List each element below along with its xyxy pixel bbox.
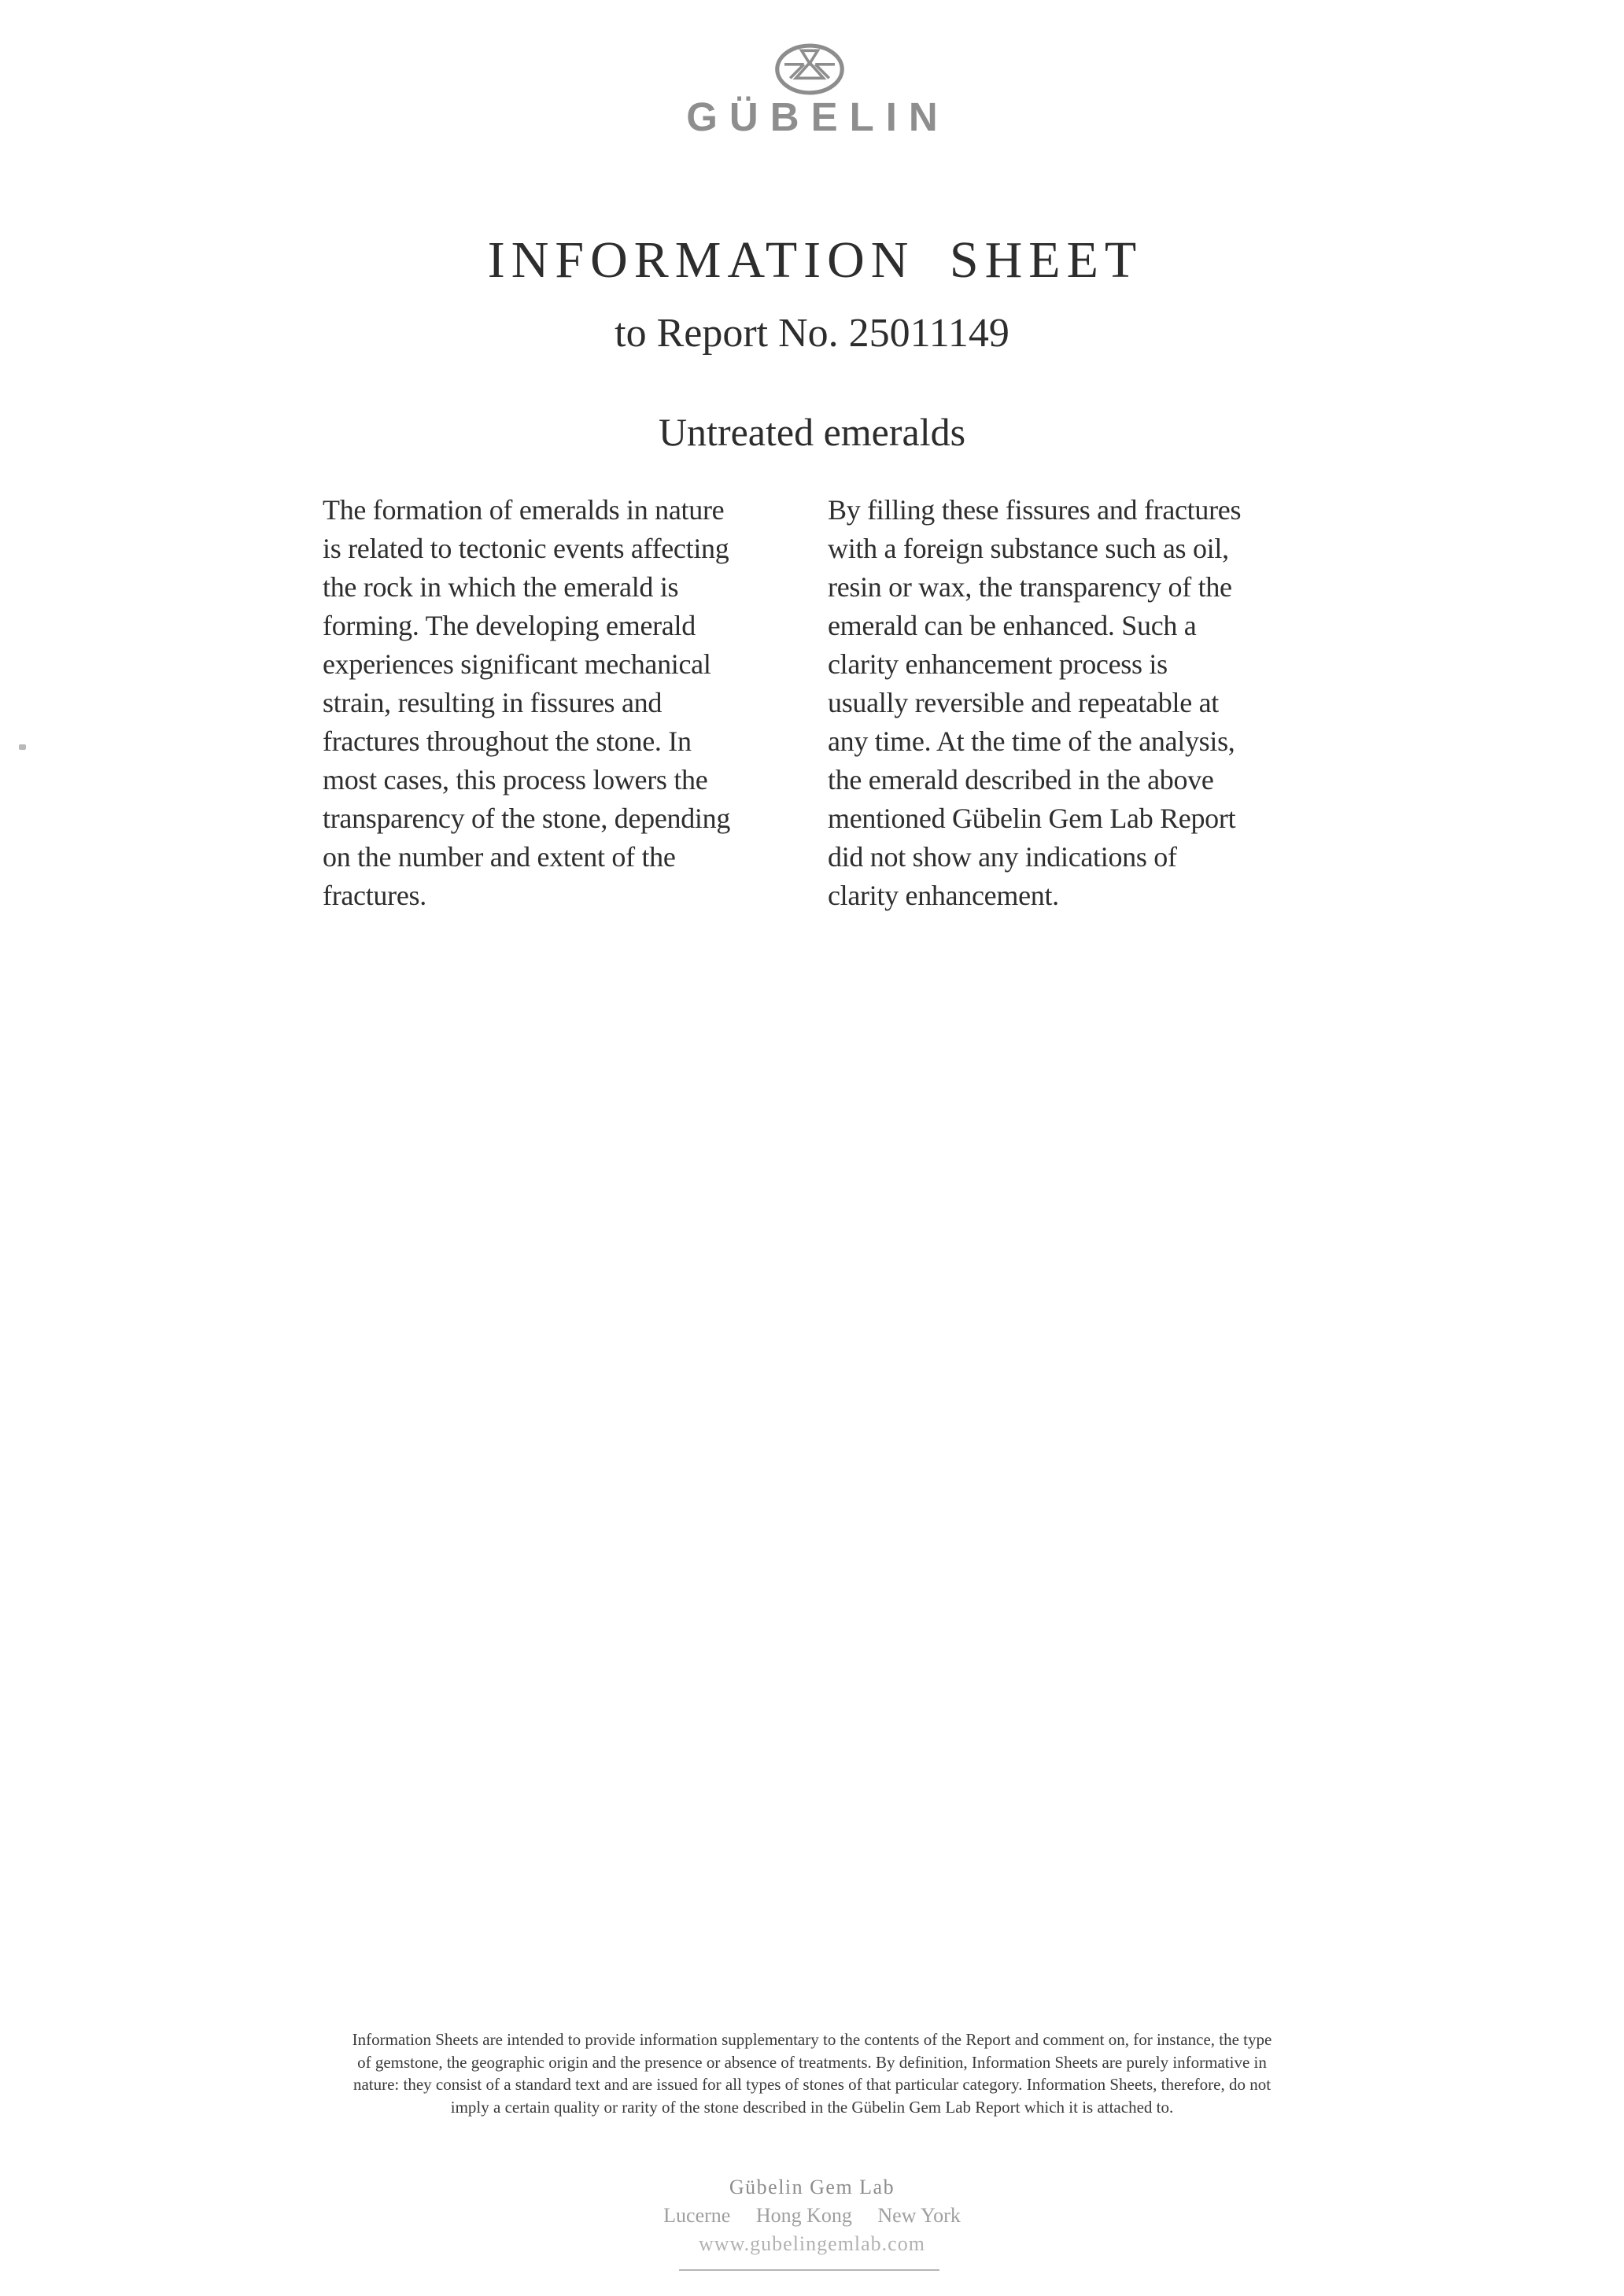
footer-lab-name: Gübelin Gem Lab xyxy=(729,2176,895,2198)
body-text-line: clarity enhancement process is xyxy=(828,648,1168,680)
footer-location: New York xyxy=(877,2204,961,2227)
brand-wordmark: GÜBELIN xyxy=(686,94,950,139)
body-text-line: The formation of emeralds in nature xyxy=(323,494,725,526)
body-text-line: most cases, this process lowers the xyxy=(323,764,708,795)
body-text-line: the emerald described in the above xyxy=(828,764,1214,795)
body-text-line: fractures throughout the stone. In xyxy=(323,725,692,757)
body-text-line: is related to tectonic events affecting xyxy=(323,533,729,564)
disclaimer-line: imply a certain quality or rarity of the stone described in the Gübelin Gem Lab Report which it is attached to. xyxy=(450,2097,1174,2117)
body-text-line: By filling these fissures and fractures xyxy=(828,494,1242,526)
footer-locations xyxy=(0,2203,1624,2228)
body-text-line: on the number and extent of the xyxy=(323,841,676,873)
body-text-line: did not show any indications of xyxy=(828,841,1177,873)
body-text-line: fractures. xyxy=(323,880,426,911)
footer-location: Lucerne xyxy=(663,2204,731,2227)
body-text-line: forming. The developing emerald xyxy=(323,610,696,641)
disclaimer-line: nature: they consist of a standard text and are issued for all types of stones of that particular category. Information Sheets, therefore, do not xyxy=(352,2075,1272,2094)
body-text-line: transparency of the stone, depending xyxy=(323,803,731,834)
gubelin-emblem-icon xyxy=(774,43,845,95)
disclaimer-line: Information Sheets are intended to provide information supplementary to the contents of the Report and comment on, for instance, the type xyxy=(352,2030,1272,2049)
footer-website: www.gubelingemlab.com xyxy=(699,2232,925,2255)
body-right-column xyxy=(828,491,1331,915)
body-text-line: any time. At the time of the analysis, xyxy=(828,725,1235,757)
body-text-line: experiences significant mechanical xyxy=(323,648,711,680)
report-number-line: to Report No. 25011149 xyxy=(615,311,1009,356)
footer-divider-line xyxy=(679,2269,939,2271)
scan-artifact-speck xyxy=(19,744,26,750)
footer-location: Hong Kong xyxy=(755,2204,852,2227)
disclaimer-line: of gemstone, the geographic origin and the presence or absence of treatments. By definition, Information Sheets are purely informative in xyxy=(357,2052,1267,2072)
body-text-line: with a foreign substance such as oil, xyxy=(828,533,1229,564)
body-text-line: emerald can be enhanced. Such a xyxy=(828,610,1197,641)
body-text-line: usually reversible and repeatable at xyxy=(828,687,1219,718)
body-text-line: the rock in which the emerald is xyxy=(323,571,679,603)
section-title: Untreated emeralds xyxy=(658,410,966,454)
disclaimer-block xyxy=(0,2028,1624,2118)
body-text-line: strain, resulting in fissures and xyxy=(323,687,663,718)
body-text-line: clarity enhancement. xyxy=(828,880,1059,911)
body-left-column xyxy=(323,491,818,915)
document-title: INFORMATION SHEET xyxy=(487,231,1143,289)
body-text-line: resin or wax, the transparency of the xyxy=(828,571,1232,603)
body-text-line: mentioned Gübelin Gem Lab Report xyxy=(828,803,1236,834)
